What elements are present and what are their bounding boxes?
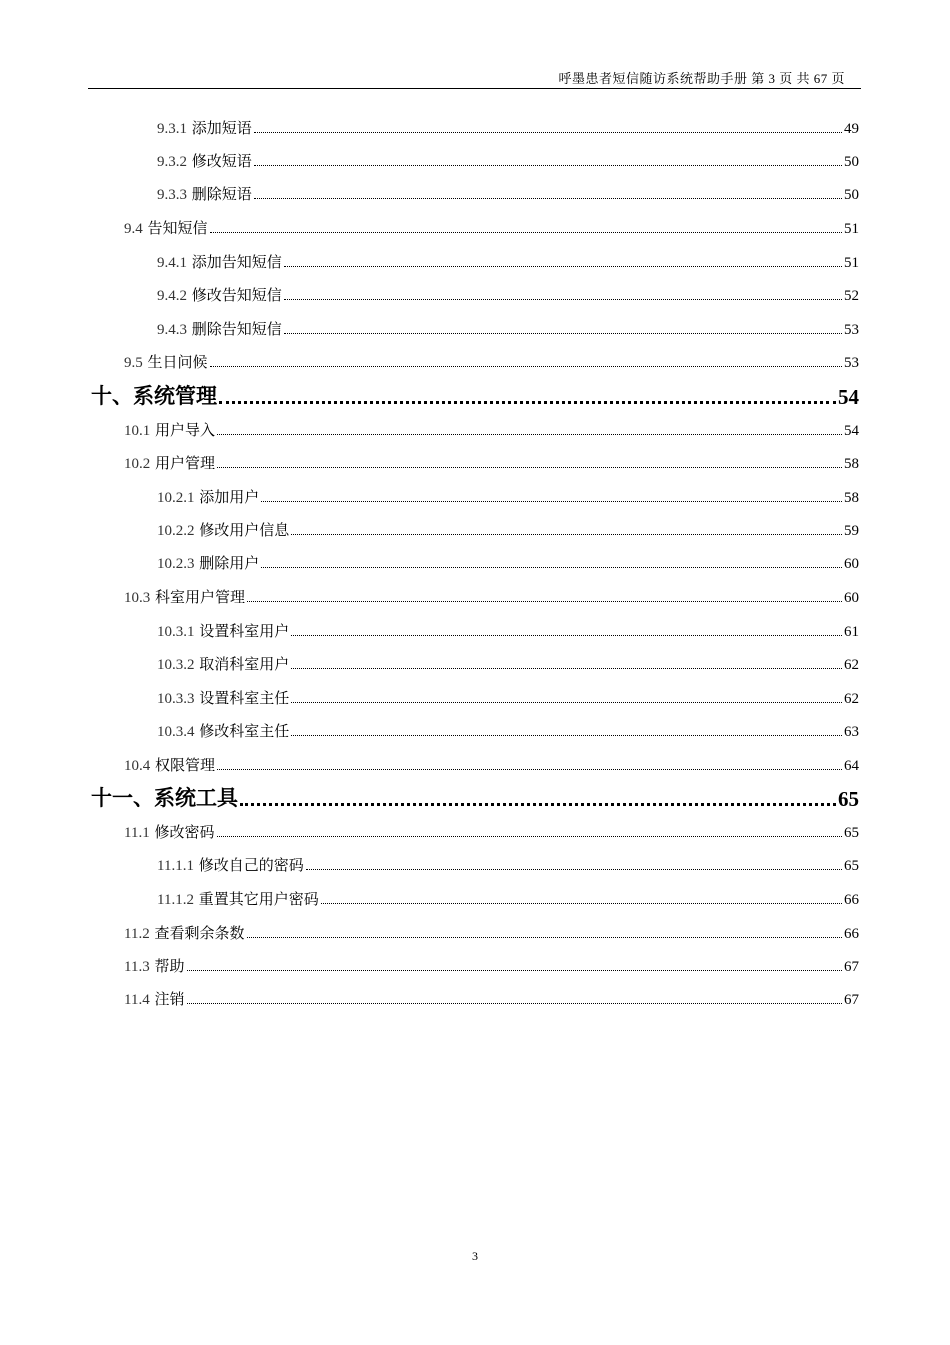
toc-entry-page: 58 <box>844 456 859 472</box>
dot-leader <box>217 433 842 435</box>
toc-entry-number: 9.4 <box>124 221 143 237</box>
toc-entry[interactable] <box>0 654 859 674</box>
toc-entry[interactable] <box>0 151 859 171</box>
toc-entry-title: 系统工具 <box>154 786 238 810</box>
toc-entry[interactable] <box>0 855 859 875</box>
toc-entry-page: 67 <box>844 959 859 975</box>
toc-entry-number: 9.5 <box>124 355 143 371</box>
dot-leader <box>217 466 842 468</box>
toc-entry-page: 52 <box>844 288 859 304</box>
toc-entry-title: 添加告知短信 <box>191 253 282 271</box>
dot-leader <box>187 1002 843 1004</box>
dot-leader <box>219 400 836 404</box>
toc-entry-page: 53 <box>844 355 859 371</box>
toc-entry-number: 10.3 <box>124 590 151 606</box>
page-header <box>88 64 861 89</box>
dot-leader <box>247 936 843 938</box>
toc-entry-page: 51 <box>844 221 859 237</box>
toc-entry-title: 用户导入 <box>155 421 216 439</box>
dot-leader <box>254 197 842 199</box>
toc-entry-title: 重置其它用户密码 <box>198 890 319 908</box>
dot-leader <box>247 600 842 602</box>
toc-entry-number: 10.3.3 <box>157 691 195 707</box>
toc-entry-title: 设置科室主任 <box>199 689 290 707</box>
toc-entry[interactable] <box>0 989 859 1009</box>
dot-leader <box>240 802 836 806</box>
toc-entry[interactable] <box>0 285 859 305</box>
toc-entry-page: 50 <box>844 187 859 203</box>
toc-entry[interactable] <box>0 923 859 943</box>
toc-entry[interactable] <box>0 721 859 741</box>
toc-entry-number: 10.3.1 <box>157 624 195 640</box>
toc-entry-number: 10.1 <box>124 423 151 439</box>
toc-entry-number: 10.2.1 <box>157 490 195 506</box>
toc-entry-page: 54 <box>838 385 859 409</box>
toc-entry-page: 53 <box>844 322 859 338</box>
toc-entry-page: 66 <box>844 926 859 942</box>
toc-entry[interactable] <box>0 319 859 339</box>
toc-entry-page: 64 <box>844 758 859 774</box>
toc-entry[interactable] <box>0 384 859 410</box>
toc-entry-title: 删除短语 <box>191 185 252 203</box>
toc-entry-number: 9.3.1 <box>157 121 187 137</box>
toc-entry-number: 9.3.3 <box>157 187 187 203</box>
toc-entry-title: 帮助 <box>154 957 185 975</box>
toc-entry[interactable] <box>0 587 859 607</box>
toc-entry-number: 11.1.1 <box>157 858 194 874</box>
toc-entry-number: 9.4.2 <box>157 288 187 304</box>
toc-entry-title: 科室用户管理 <box>155 588 246 606</box>
dot-leader <box>291 734 842 736</box>
dot-leader <box>321 902 842 904</box>
toc-entry-number: 10.3.2 <box>157 657 195 673</box>
toc-entry[interactable] <box>0 218 859 238</box>
toc-entry[interactable] <box>0 252 859 272</box>
toc-entry-page: 49 <box>844 121 859 137</box>
toc-entry-title: 查看剩余条数 <box>154 924 245 942</box>
toc-entry-page: 51 <box>844 255 859 271</box>
toc-entry[interactable] <box>0 420 859 440</box>
toc-entry[interactable] <box>0 453 859 473</box>
toc-entry-page: 66 <box>844 892 859 908</box>
dot-leader <box>284 265 842 267</box>
toc-entry[interactable] <box>0 184 859 204</box>
toc-entry[interactable] <box>0 352 859 372</box>
dot-leader <box>261 500 842 502</box>
toc-entry-number: 11.3 <box>124 959 150 975</box>
toc-entry-title: 用户管理 <box>155 454 216 472</box>
toc-entry-page: 50 <box>844 154 859 170</box>
toc-entry-page: 60 <box>844 556 859 572</box>
toc-entry-page: 62 <box>844 657 859 673</box>
dot-leader <box>284 332 842 334</box>
toc-entry-page: 65 <box>838 787 859 811</box>
toc-entry-title: 修改告知短信 <box>191 286 282 304</box>
toc-entry-title: 系统管理 <box>133 384 217 408</box>
toc-entry-title: 权限管理 <box>155 756 216 774</box>
toc-entry-page: 61 <box>844 624 859 640</box>
toc-entry[interactable] <box>0 822 859 842</box>
toc-entry-number: 11.1 <box>124 825 150 841</box>
toc-entry[interactable] <box>0 889 859 909</box>
toc-entry[interactable] <box>0 755 859 775</box>
toc-entry-number: 9.3.2 <box>157 154 187 170</box>
toc-entry-number: 11.1.2 <box>157 892 194 908</box>
toc-entry[interactable] <box>0 621 859 641</box>
dot-leader <box>254 131 842 133</box>
toc-entry[interactable] <box>0 553 859 573</box>
toc-entry[interactable] <box>0 786 859 812</box>
toc-entry-number: 11.2 <box>124 926 150 942</box>
toc-entry-title: 注销 <box>154 990 185 1008</box>
toc-entry-title: 生日问候 <box>147 353 208 371</box>
toc-entry-title: 添加短语 <box>191 119 252 137</box>
dot-leader <box>217 768 842 770</box>
toc-entry-page: 54 <box>844 423 859 439</box>
toc-entry-number: 11.4 <box>124 992 150 1008</box>
toc-entry-page: 63 <box>844 724 859 740</box>
header-text: 呼墨患者短信随访系统帮助手册 第 3 页 共 67 页 <box>558 71 845 86</box>
toc-entry-page: 65 <box>844 858 859 874</box>
toc-entry-page: 65 <box>844 825 859 841</box>
dot-leader <box>187 969 843 971</box>
toc-entry-title: 删除用户 <box>199 554 260 572</box>
toc-entry-title: 修改密码 <box>154 823 215 841</box>
dot-leader <box>217 835 843 837</box>
toc-entry-page: 59 <box>844 523 859 539</box>
toc-entry[interactable] <box>0 688 859 708</box>
toc-entry-number: 10.2.2 <box>157 523 195 539</box>
toc-entry[interactable] <box>0 118 859 138</box>
toc-entry-title: 删除告知短信 <box>191 320 282 338</box>
dot-leader <box>291 701 842 703</box>
dot-leader <box>284 298 842 300</box>
toc-entry-page: 60 <box>844 590 859 606</box>
toc-entry[interactable] <box>0 956 859 976</box>
toc-entry-number: 10.4 <box>124 758 151 774</box>
toc-entry-number: 9.4.1 <box>157 255 187 271</box>
toc-entry-number: 十、 <box>91 384 133 408</box>
toc-entry-number: 10.3.4 <box>157 724 195 740</box>
toc-entry-number: 10.2.3 <box>157 556 195 572</box>
dot-leader <box>306 868 842 870</box>
toc-entry-title: 添加用户 <box>199 488 260 506</box>
dot-leader <box>210 365 842 367</box>
toc-entry[interactable] <box>0 487 859 507</box>
dot-leader <box>210 231 842 233</box>
dot-leader <box>291 634 842 636</box>
dot-leader <box>291 533 842 535</box>
dot-leader <box>254 164 842 166</box>
dot-leader <box>261 566 842 568</box>
toc-entry-title: 修改用户信息 <box>199 521 290 539</box>
toc-entry-page: 67 <box>844 992 859 1008</box>
toc-entry-number: 9.4.3 <box>157 322 187 338</box>
toc-entry-title: 修改短语 <box>191 152 252 170</box>
toc-entry-title: 修改自己的密码 <box>198 856 304 874</box>
toc-entry-number: 10.2 <box>124 456 151 472</box>
toc-entry-title: 取消科室用户 <box>199 655 290 673</box>
toc-entry-title: 告知短信 <box>147 219 208 237</box>
toc-entry-page: 58 <box>844 490 859 506</box>
toc-entry-page: 62 <box>844 691 859 707</box>
page-number: 3 <box>472 1249 478 1263</box>
toc-entry-title: 修改科室主任 <box>199 722 290 740</box>
toc-entry-number: 十一、 <box>91 786 154 810</box>
toc-entry[interactable] <box>0 520 859 540</box>
dot-leader <box>291 667 842 669</box>
toc-entry-title: 设置科室用户 <box>199 622 290 640</box>
